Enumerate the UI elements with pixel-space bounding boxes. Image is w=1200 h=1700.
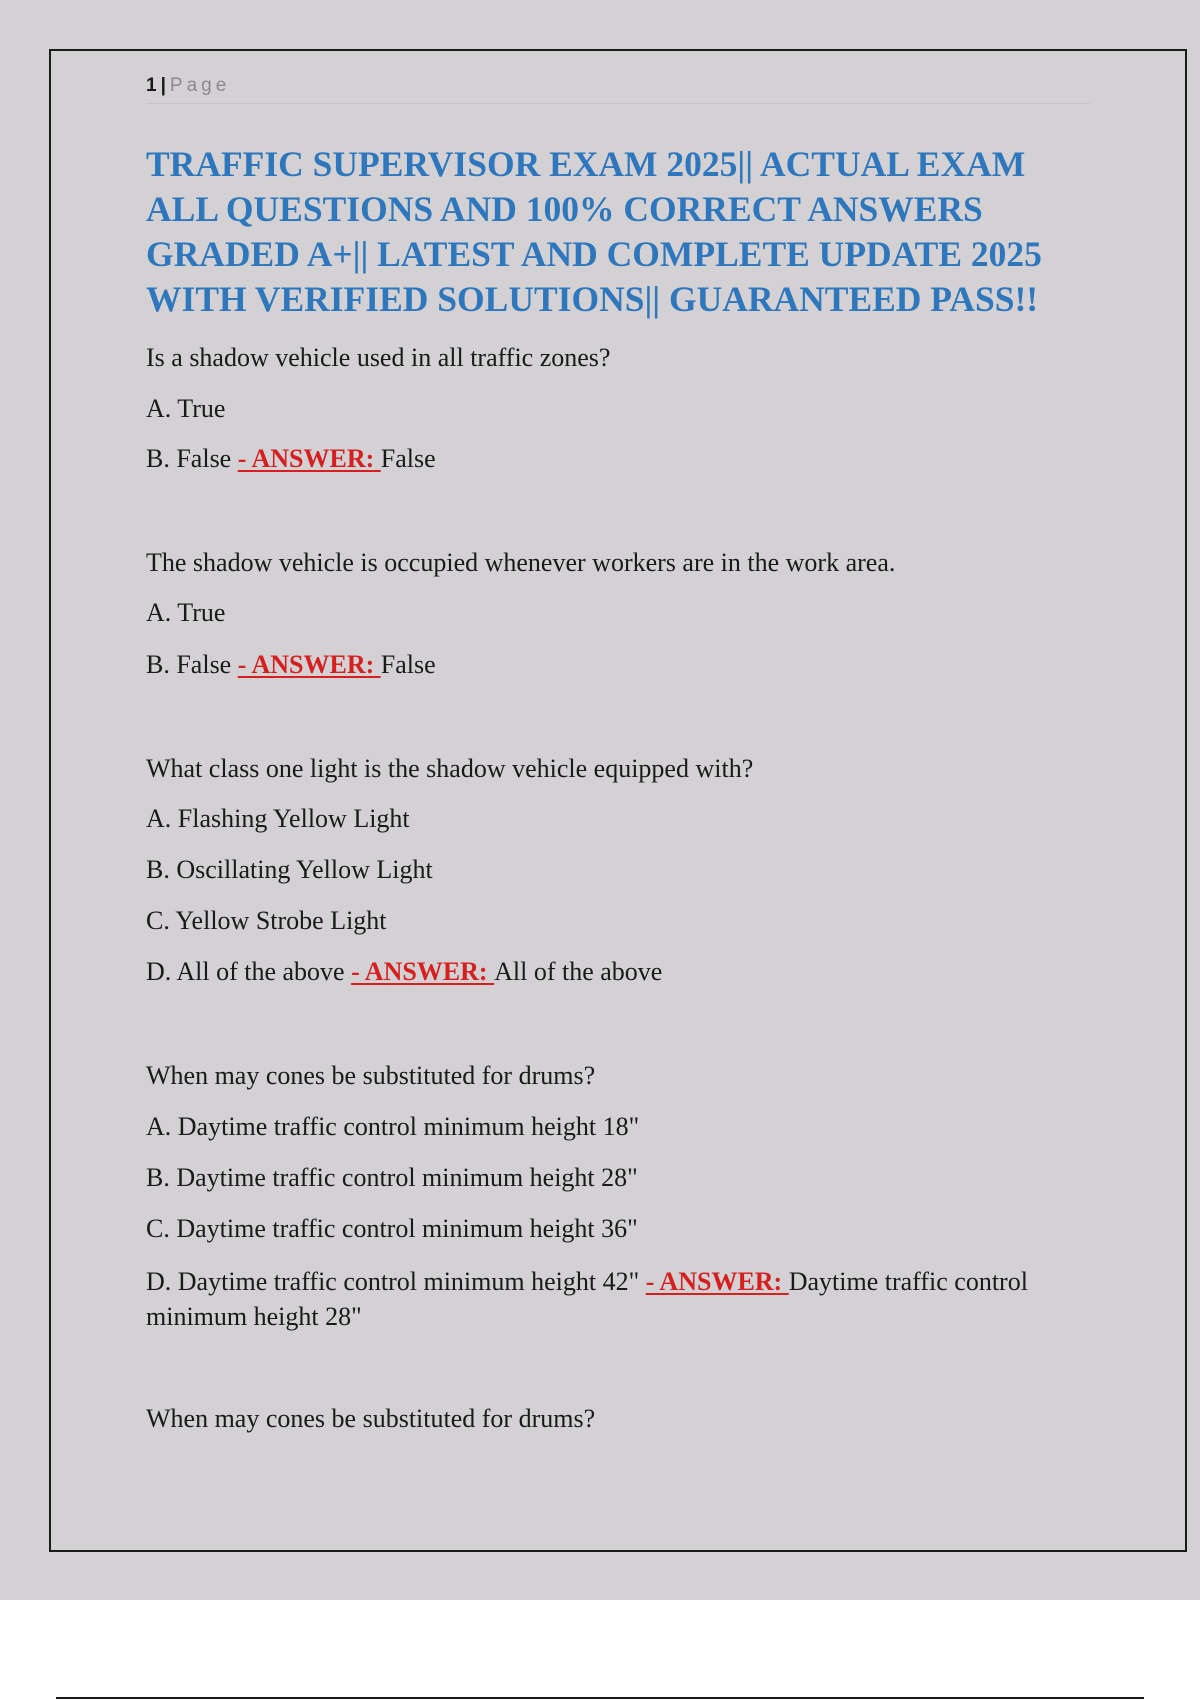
question-3-text: What class one light is the shadow vehicle equipped with?: [146, 754, 754, 783]
next-page-header-rule: [56, 1697, 1144, 1699]
page-label: Page: [169, 75, 231, 96]
answer-marker: - ANSWER:: [645, 1267, 789, 1296]
page-number: 1: [146, 75, 157, 96]
question-3-option-a: A. Flashing Yellow Light: [146, 804, 410, 833]
answer-text: False: [380, 650, 436, 679]
question-4-option-b: B. Daytime traffic control minimum height 28": [146, 1163, 638, 1192]
question-1-text: Is a shadow vehicle used in all traffic zones?: [146, 343, 611, 372]
question-3-option-c: C. Yellow Strobe Light: [146, 906, 387, 935]
page-header: [146, 74, 1090, 104]
header-separator: |: [160, 75, 166, 96]
title-line: ALL QUESTIONS AND 100% CORRECT ANSWERS: [146, 189, 983, 229]
answer-marker: - ANSWER:: [351, 957, 495, 986]
title-line: WITH VERIFIED SOLUTIONS|| GUARANTEED PASS!!: [146, 279, 1039, 319]
question-4-option-a: A. Daytime traffic control minimum height 18": [146, 1112, 640, 1141]
answer-text: All of the above: [494, 957, 663, 986]
question-3-option-d: [146, 957, 1086, 987]
question-2-text: The shadow vehicle is occupied whenever workers are in the work area.: [146, 548, 896, 577]
option-text: B. False: [146, 650, 238, 679]
question-4-text: When may cones be substituted for drums?: [146, 1061, 596, 1090]
option-text: D. All of the above: [146, 957, 352, 986]
question-3-option-b: B. Oscillating Yellow Light: [146, 855, 433, 884]
title-line: GRADED A+|| LATEST AND COMPLETE UPDATE 2025: [146, 234, 1042, 274]
question-2-option-a: A. True: [146, 598, 226, 627]
question-2-option-b: [146, 650, 1086, 680]
question-4-option-d: [146, 1264, 1086, 1334]
answer-text: False: [380, 444, 436, 473]
answer-text: Daytime traffic control minimum height 28": [146, 1267, 1028, 1331]
option-text: B. False: [146, 444, 238, 473]
question-5-text: When may cones be substituted for drums?: [146, 1404, 596, 1433]
question-1-option-a: A. True: [146, 394, 226, 423]
title-line: TRAFFIC SUPERVISOR EXAM 2025|| ACTUAL EXAM: [146, 144, 1026, 184]
question-1-option-b: [146, 444, 1086, 474]
answer-marker: - ANSWER:: [237, 444, 381, 473]
document-title: [146, 142, 1106, 322]
option-text: D. Daytime traffic control minimum height 42": [146, 1267, 646, 1296]
question-4-option-c: C. Daytime traffic control minimum height 36": [146, 1214, 638, 1243]
answer-marker: - ANSWER:: [237, 650, 381, 679]
